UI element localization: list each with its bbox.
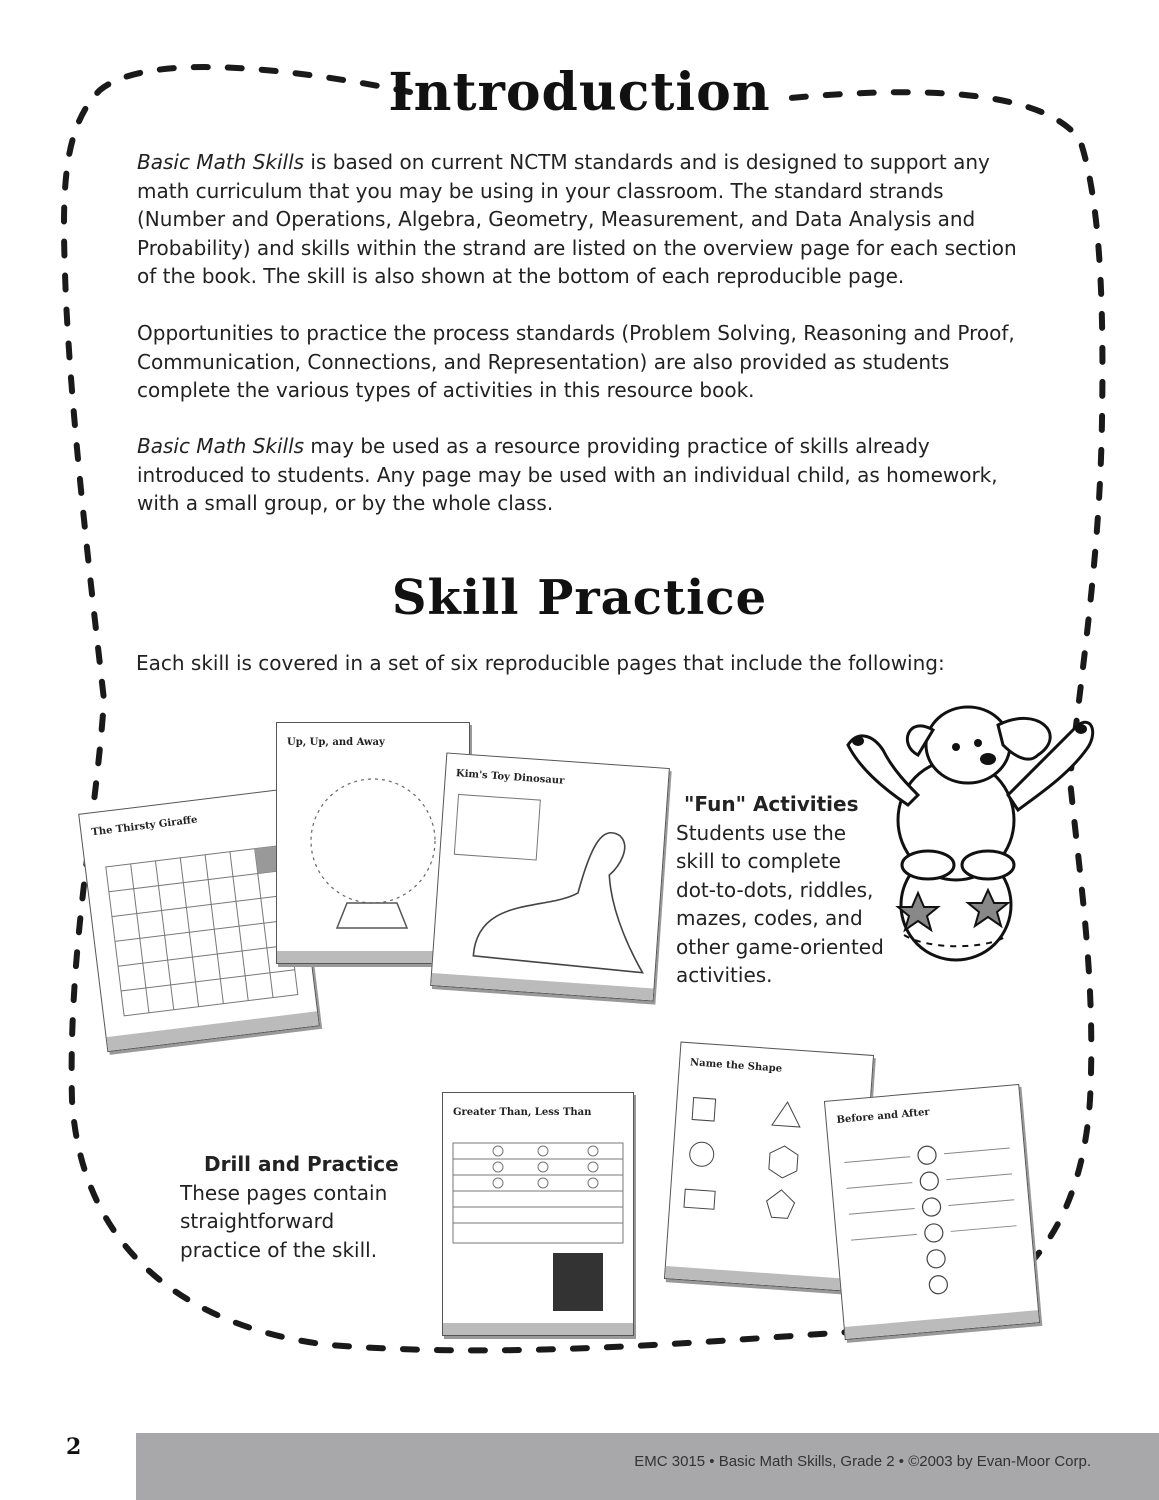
clocks-graphic [825,1085,1039,1339]
drill-practice-callout [180,1150,420,1264]
footer-credit: EMC 3015 • Basic Math Skills, Grade 2 • ©2003 by Evan-Moor Corp. [634,1453,1091,1470]
dinosaur-graphic [431,754,669,1001]
page-number: 2 [66,1434,82,1460]
skill-practice-lead: Each skill is covered in a set of six reproducible pages that include the following: [136,651,945,675]
worksheet-thumbnail-dinosaur [430,752,670,1001]
book-title-italic: Basic Math Skills [137,434,305,458]
intro-paragraph-1: Basic Math Skills is based on current NCTM standards and is designed to support any math curriculum that you may be using in your classroom. The standard strands (Number and Operations, Algebra, Geometry, Measurement, and Data Analysis and Probability) and skills within the strand are listed on the overview page for each section of the book. The skill is also shown at the bottom of each reproducible page. [137,150,1017,288]
comparison-graphic [443,1093,633,1335]
fun-activities-heading: "Fun" Activities [684,792,859,816]
fun-activities-callout [676,790,886,990]
book-title-italic: Basic Math Skills [137,150,305,174]
introduction-title: Introduction [388,62,771,123]
worksheet-title: Up, Up, and Away [287,737,385,748]
footer-bar [136,1433,1159,1500]
worksheet-title: Name the Shape [689,1057,783,1075]
worksheet-thumbnail-greater-less [442,1092,634,1336]
fun-activities-body: Students use the skill to complete dot-to-dots, riddles, mazes, codes, and other game-oriented activities. [676,820,884,987]
worksheet-title: Greater Than, Less Than [453,1107,592,1118]
worksheet-title: The Thirsty Giraffe [90,814,199,839]
worksheet-title: Kim's Toy Dinosaur [455,768,565,787]
intro-paragraph-3: Basic Math Skills may be used as a resource providing practice of skills already introduced to students. Any page may be used with an individual child, as homework, with a small group, or by the whole class. [137,434,998,515]
worksheet-thumbnail-before-after [824,1084,1040,1340]
intro-paragraph-2: Opportunities to practice the process standards (Problem Solving, Reasoning and Proof, Communication, Connections, and Representation) are also provided as students complete the various types of activities in this resource book. [137,321,1015,402]
worksheet-title: Before and After [836,1106,931,1126]
skill-practice-title: Skill Practice [391,570,768,626]
drill-practice-heading: Drill and Practice [204,1152,399,1176]
drill-practice-body: These pages contain straightforward practice of the skill. [180,1180,388,1262]
